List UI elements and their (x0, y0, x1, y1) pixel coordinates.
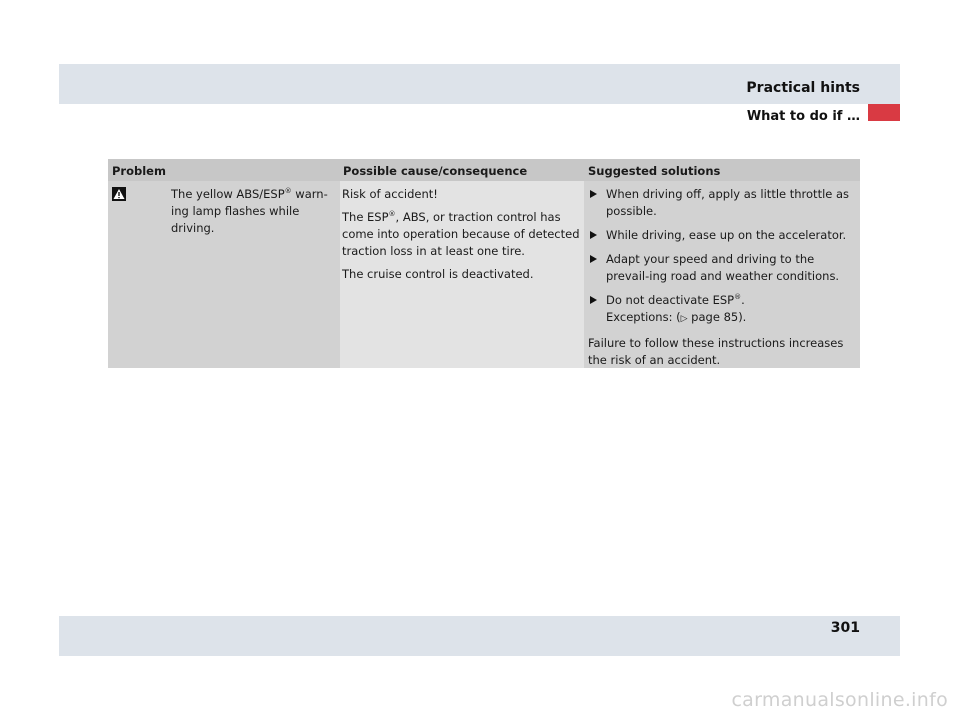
header-solutions: Suggested solutions (588, 164, 721, 178)
footer-band (59, 616, 900, 656)
cause-cell (340, 181, 584, 368)
header-cause: Possible cause/consequence (343, 164, 528, 178)
table-header-row (108, 159, 860, 181)
subsection-title: What to do if … (746, 109, 860, 124)
problem-text: The yellow ABS/ESP® warn-ing lamp flashes while driving. (171, 187, 328, 235)
bullet-arrow-icon (590, 231, 597, 239)
bullet-arrow-icon (590, 296, 597, 304)
solution-warning-note: Failure to follow these instructions increases the risk of an accident. (588, 336, 844, 367)
cause-detail: The ESP®, ABS, or traction control has come into operation because of detected traction loss in at least one tire. (342, 210, 580, 258)
cause-risk: Risk of accident! (342, 187, 438, 201)
watermark: carmanualsonline.info (731, 689, 948, 711)
problem-cell (108, 181, 340, 368)
bullet-arrow-icon (590, 255, 597, 263)
troubleshooting-table (108, 159, 860, 368)
section-tab-marker (868, 104, 900, 121)
solutions-cell (584, 181, 860, 368)
solution-item: Do not deactivate ESP®. Exceptions: (▷ page 85). (588, 292, 856, 328)
section-title: Practical hints (746, 80, 860, 96)
header-problem: Problem (112, 164, 166, 178)
bullet-arrow-icon (590, 190, 597, 198)
page-number: 301 (830, 620, 860, 636)
cause-cruise: The cruise control is deactivated. (342, 267, 534, 281)
solution-item: While driving, ease up on the accelerator. (588, 227, 856, 244)
solution-item: Adapt your speed and driving to the prevail-ing road and weather conditions. (588, 251, 856, 285)
solution-item: When driving off, apply as little throttle as possible. (588, 186, 856, 220)
page-reference-icon: ▷ (680, 314, 688, 324)
warning-triangle-icon (112, 187, 126, 201)
